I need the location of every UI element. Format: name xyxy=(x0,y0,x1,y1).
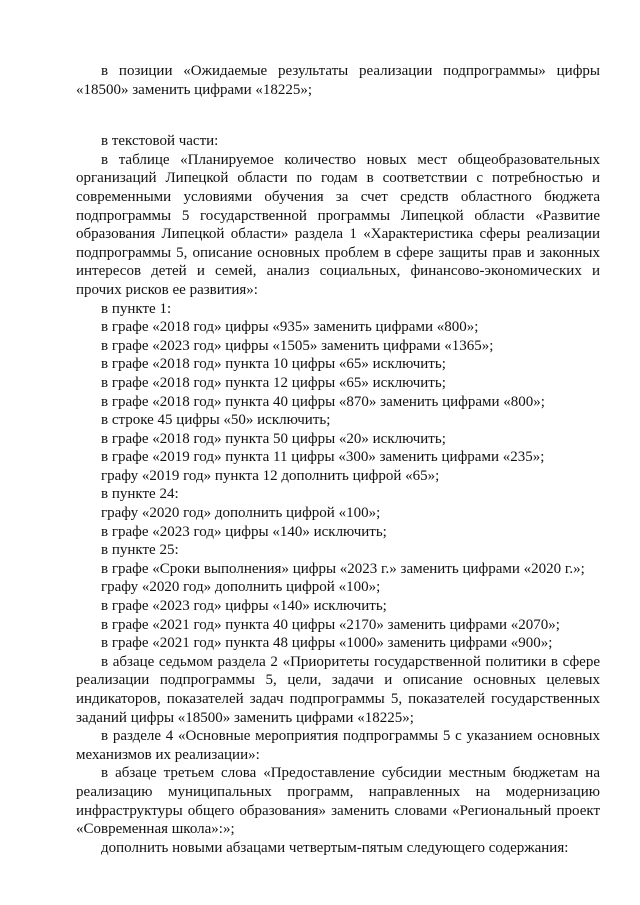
document-paragraph: в графе «2021 год» пункта 48 цифры «1000» заменить цифрами «900»; xyxy=(101,635,553,652)
document-paragraph: графу «2020 год» дополнить цифрой «100»; xyxy=(101,505,381,522)
document-paragraph: в графе «2018 год» пункта 12 цифры «65» исключить; xyxy=(101,374,446,391)
document-paragraph: в графе «2018 год» пункта 50 цифры «20» исключить; xyxy=(101,430,446,447)
document-paragraph: графу «2020 год» дополнить цифрой «100»; xyxy=(101,579,381,596)
document-paragraph: в абзаце седьмом раздела 2 «Приоритеты государственной политики в сфере реализации подпрограммы 5, цели, задачи и описание основных целевых индикаторов, показателей задач подпрограммы 5, показателей государственных заданий цифры «18500» заменить цифрами «18225»; xyxy=(76,653,600,726)
document-paragraph: в абзаце третьем слова «Предоставление субсидии местным бюджетам на реализацию муниципальных программ, направленных на модернизацию инфраструктуры общего образования» заменить словами «Региональный проект «Современная школа»:»; xyxy=(76,765,600,838)
paragraph-gap xyxy=(76,99,600,132)
document-paragraph: в графе «2023 год» цифры «140» исключить; xyxy=(101,523,387,540)
document-paragraph: в графе «2018 год» пункта 40 цифры «870» заменить цифрами «800»; xyxy=(101,393,545,410)
document-paragraph: в таблице «Планируемое количество новых мест общеобразовательных организаций Липецкой области по годам в соответствии с потребностью и современными условиями обучения за счет средств областного бюджета подпрограммы 5 государственной программы Липецкой области «Развитие образования Липецкой области» раздела 1 «Характеристика сферы реализации подпрограммы 5, описание основных проблем в сфере защиты прав и законных интересов детей и семей, анализ социальных, финансово-экономических и прочих рисков ее развития»: xyxy=(76,151,600,298)
document-paragraph: в позиции «Ожидаемые результаты реализации подпрограммы» цифры «18500» заменить цифрами «18225»; xyxy=(76,63,600,98)
document-paragraph: в пункте 1: xyxy=(101,300,172,317)
document-paragraph: в пункте 24: xyxy=(101,486,179,503)
document-paragraph: в графе «2023 год» цифры «140» исключить; xyxy=(101,598,387,615)
document-paragraph: в графе «2023 год» цифры «1505» заменить цифрами «1365»; xyxy=(101,337,494,354)
document-paragraph: графу «2019 год» пункта 12 дополнить цифрой «65»; xyxy=(101,467,440,484)
document-paragraph: в графе «2018 год» пункта 10 цифры «65» исключить; xyxy=(101,356,446,373)
document-paragraph: в разделе 4 «Основные мероприятия подпрограммы 5 с указанием основных механизмов их реализации»: xyxy=(76,728,600,763)
document-paragraph: в текстовой части: xyxy=(101,133,219,150)
document-paragraph: в графе «2018 год» цифры «935» заменить цифрами «800»; xyxy=(101,319,479,336)
document-paragraph: в строке 45 цифры «50» исключить; xyxy=(101,412,331,429)
document-paragraph: в графе «2021 год» пункта 40 цифры «2170» заменить цифрами «2070»; xyxy=(101,616,560,633)
document-paragraph: дополнить новыми абзацами четвертым-пятым следующего содержания: xyxy=(101,839,569,856)
document-paragraph: в графе «2019 год» пункта 11 цифры «300» заменить цифрами «235»; xyxy=(101,449,545,466)
document-paragraph: в графе «Сроки выполнения» цифры «2023 г.» заменить цифрами «2020 г.»; xyxy=(101,560,585,577)
document-page xyxy=(76,62,600,857)
document-paragraph: в пункте 25: xyxy=(101,542,179,559)
